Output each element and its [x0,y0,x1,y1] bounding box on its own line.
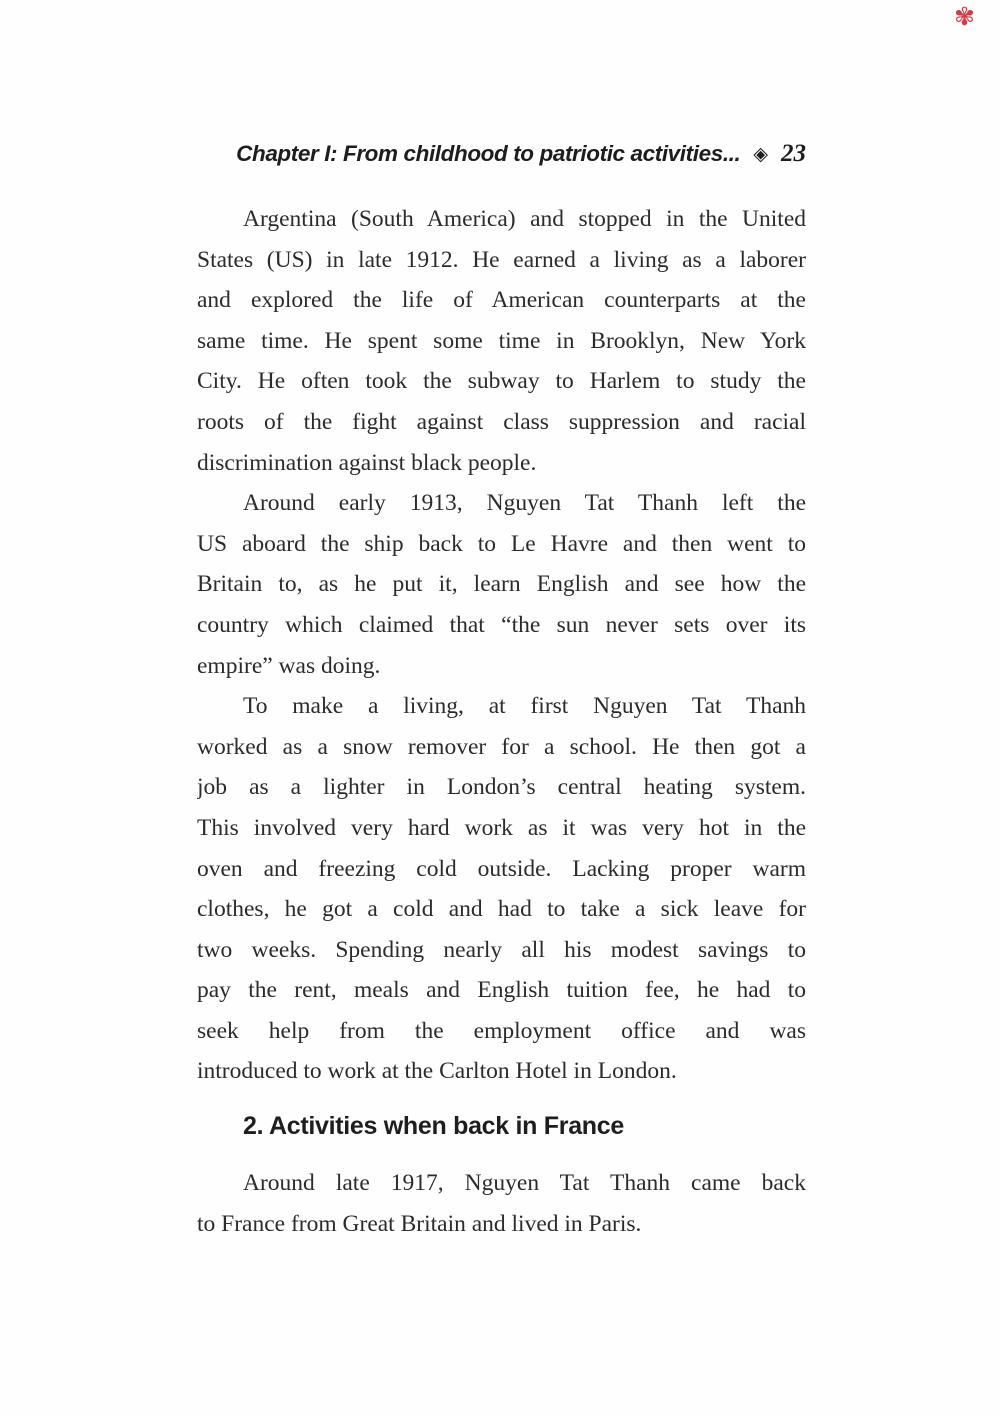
text-line: To make a living, at first Nguyen Tat Thanh [243,693,806,720]
body-paragraphs-after-heading [197,1163,806,1244]
text-line: City. He often took the subway to Harlem to study the [197,368,806,395]
page-number: 23 [781,140,806,167]
text-line: seek help from the employment office and was [197,1017,806,1044]
text-line: pay the rent, meals and English tuition fee, he had to [197,977,806,1004]
text-line: clothes, he got a cold and had to take a sick leave for [197,896,806,923]
text-line: oven and freezing cold outside. Lacking proper warm [197,855,806,882]
text-line: to France from Great Britain and lived in Paris. [197,1210,642,1237]
text-line: Britain to, as he put it, learn English and see how the [197,571,806,598]
flower-ornament-icon: ✾ [954,2,975,31]
text-line: Around late 1917, Nguyen Tat Thanh came back [243,1170,806,1197]
text-line: two weeks. Spending nearly all his modest savings to [197,936,806,963]
paragraph [197,686,806,1092]
running-header-title: Chapter I: From childhood to patriotic activities... [236,141,741,166]
text-line: empire” was doing. [197,652,381,679]
text-line: same time. He spent some time in Brooklyn, New York [197,327,806,354]
text-line: roots of the fight against class suppression and racial [197,408,806,435]
text-line: Argentina (South America) and stopped in the United [243,206,806,232]
text-line: country which claimed that “the sun never sets over its [197,611,806,638]
running-header [197,140,806,168]
text-line: US aboard the ship back to Le Havre and then went to [197,530,806,557]
paragraph [197,199,806,483]
text-line: This involved very hard work as it was very hot in the [197,814,806,841]
text-line: States (US) in late 1912. He earned a living as a laborer [197,246,806,273]
body-paragraphs-before-heading [197,199,806,1092]
paragraph [197,483,806,686]
text-line: job as a lighter in London’s central heating system. [197,774,806,801]
text-block [197,140,806,1244]
text-line: Around early 1913, Nguyen Tat Thanh left the [243,490,806,517]
text-line: worked as a snow remover for a school. He then got a [197,733,806,760]
text-line: discrimination against black people. [197,449,537,476]
paragraph [197,1163,806,1244]
section-heading: 2. Activities when back in France [243,1112,624,1141]
text-line: introduced to work at the Carlton Hotel in London. [197,1058,677,1085]
text-line: and explored the life of American counterparts at the [197,287,806,314]
diamond-separator-icon: ◈ [753,143,768,165]
